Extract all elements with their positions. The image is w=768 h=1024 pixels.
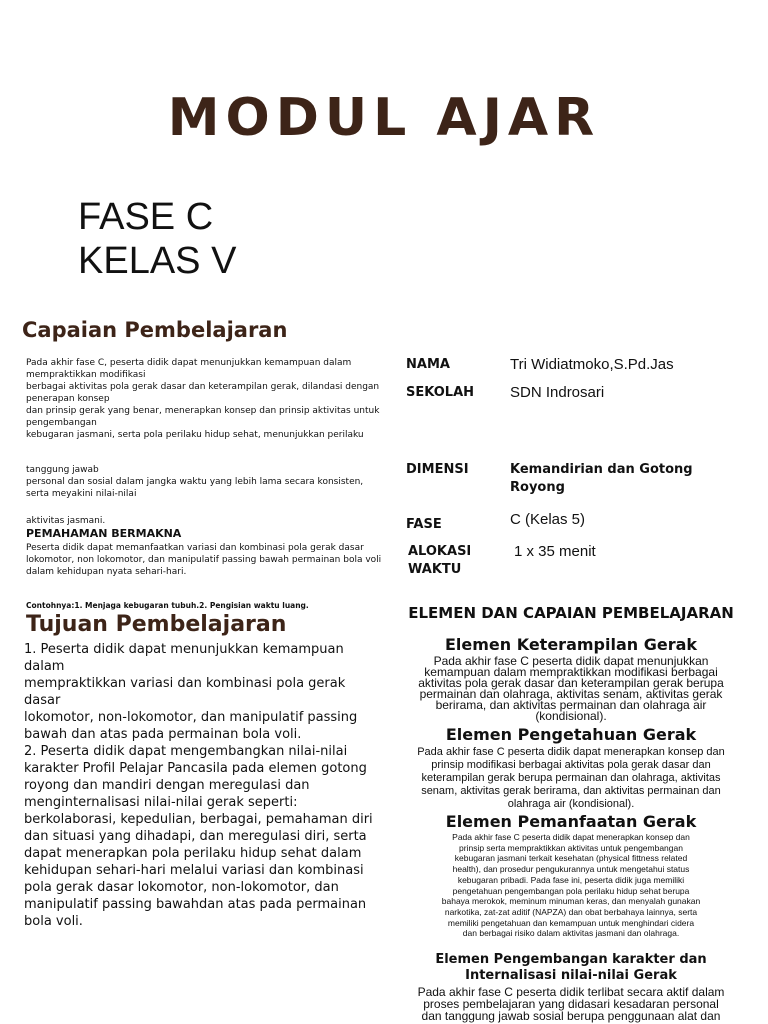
- capaian-line: pengembangan: [26, 418, 97, 428]
- capaian-line: penerapan konsep: [26, 394, 110, 404]
- pemanfaatan-line: bahaya merokok, meminum minuman keras, dan menyalah gunakan: [441, 896, 701, 907]
- pemahaman-line: Peserta didik dapat memanfaatkan variasi dan kombinasi pola gerak dasar: [26, 543, 364, 553]
- pemanfaatan-paragraph: [392, 832, 750, 939]
- capaian-line: dan prinsip gerak yang benar, menerapkan konsep dan prinsip aktivitas untuk: [26, 406, 380, 416]
- pemanfaatan-line: kebugaran pribadi. Pada fase ini, peserta didik juga memiliki: [457, 874, 685, 885]
- tujuan-heading: Tujuan Pembelajaran: [26, 612, 287, 637]
- keterampilan-line: kemampuan dalam mempraktikkan modifikasi berbagai: [424, 665, 718, 679]
- sekolah-label: SEKOLAH: [406, 385, 475, 400]
- pemanfaatan-line: memiliki pengetahuan dan kemampuan untuk menghindari cidera: [447, 917, 695, 928]
- pemanfaatan-line: pengetahuan pengembangan pola perilaku hidup sehat berupa: [452, 885, 690, 896]
- sekolah-value: SDN Indrosari: [510, 384, 605, 401]
- capaian-line: personal dan sosial dalam jangka waktu yang lebih lama secara konsisten,: [26, 477, 364, 487]
- capaian-line: berbagai aktivitas pola gerak dasar dan keterampilan gerak, dilandasi dengan: [26, 382, 380, 392]
- pemanfaatan-line: Pada akhir fase C peserta didik dapat menerapkan konsep dan: [452, 832, 690, 842]
- pemanfaatan-line: kebugaran jasmani terkait kesehatan (physical fittness related: [454, 853, 688, 864]
- tujuan-line: manipulatif passing bawahdan atas pada permainan: [24, 897, 367, 912]
- capaian-line: Pada akhir fase C, peserta didik dapat menunjukkan kemampuan dalam: [26, 358, 352, 368]
- kelas-line: KELAS V: [78, 240, 237, 282]
- tujuan-line: mempraktikkan variasi dan kombinasi pola gerak dasar: [24, 676, 346, 708]
- pengetahuan-line: olahraga air (kondisional).: [507, 798, 635, 810]
- capaian-line: kebugaran jasmani, serta pola perilaku hidup sehat, menunjukkan perilaku: [26, 430, 364, 440]
- dimensi-label: DIMENSI: [406, 462, 469, 477]
- dimensi-value-line: Royong: [510, 480, 565, 495]
- pemahaman-paragraph: [26, 542, 386, 578]
- tujuan-line: berkolaborasi, kepedulian, berbagai, pemahaman diri: [24, 812, 373, 827]
- dimensi-value-line: Kemandirian dan Gotong: [510, 462, 693, 477]
- capaian-line: serta meyakini nilai-nilai: [26, 489, 137, 499]
- pengetahuan-heading: Elemen Pengetahuan Gerak: [445, 725, 697, 744]
- pemanfaatan-heading: Elemen Pemanfaatan Gerak: [445, 812, 697, 831]
- karakter-paragraph: [392, 986, 750, 1022]
- capaian-paragraph-1: [26, 357, 386, 441]
- alokasi-label-line: ALOKASI: [408, 544, 472, 559]
- karakter-line: proses pembelajaran yang didasari kesadaran personal: [423, 997, 719, 1011]
- tujuan-line: dan situasi yang dihadapi, dan meregulasi diri, serta: [24, 829, 367, 844]
- pemahaman-heading: PEMAHAMAN BERMAKNA: [26, 527, 182, 540]
- alokasi-value: 1 x 35 menit: [514, 543, 596, 560]
- pemanfaatan-line: narkotika, zat-zat aditif (NAPZA) dan obat berbahaya lainnya, serta: [444, 906, 698, 917]
- fase-line: FASE C: [78, 196, 214, 238]
- capaian-line-3: aktivitas jasmani.: [26, 516, 106, 526]
- tujuan-line: karakter Profil Pelajar Pancasila pada elemen gotong: [24, 761, 367, 776]
- keterampilan-line: permainan dan olahraga, aktivitas senam, aktivitas gerak: [419, 687, 723, 701]
- tujuan-line: lokomotor, non-lokomotor, dan manipulatif passing: [24, 710, 358, 725]
- nama-label: NAMA: [406, 357, 450, 372]
- tujuan-body: [24, 641, 384, 930]
- pemanfaatan-line: prinsip serta mempraktikkan aktivitas untuk pengembangan: [459, 842, 683, 853]
- tujuan-line: bawah dan atas pada permainan bola voli.: [24, 727, 302, 742]
- elemen-heading: ELEMEN DAN CAPAIAN PEMBELAJARAN: [408, 604, 734, 622]
- pemanfaatan-line: dan berbagai risiko dalam aktivitas jasmani dan olahraga.: [462, 928, 680, 939]
- tujuan-line: bola voli.: [24, 914, 83, 929]
- capaian-heading: Capaian Pembelajaran: [22, 318, 288, 342]
- document-title: MODUL AJAR: [167, 88, 601, 148]
- tujuan-line: pola gerak dasar lokomotor, non-lokomotor, dan: [24, 880, 339, 895]
- pengetahuan-line: senam, aktivitas gerak berirama, dan aktivitas permainan dan: [421, 785, 721, 797]
- pengetahuan-paragraph: [392, 746, 750, 811]
- fase-label: FASE: [406, 517, 442, 532]
- keterampilan-line: berirama, dan aktivitas permainan dan olahraga air: [435, 698, 707, 712]
- keterampilan-line: aktivitas pola gerak dasar dan keterampilan gerak berupa: [418, 676, 724, 690]
- karakter-line: dan tanggung jawab sosial berupa penggunaan alat dan: [421, 1009, 721, 1023]
- karakter-heading-line: Elemen Pengembangan karakter dan: [435, 952, 707, 967]
- dimensi-value: [510, 461, 693, 497]
- karakter-heading-line: Internalisasi nilai-nilai Gerak: [465, 968, 677, 983]
- tujuan-line: menginternalisasi nilai-nilai gerak seperti:: [24, 795, 298, 810]
- pemahaman-line: dalam kehidupan nyata sehari-hari.: [26, 567, 187, 577]
- pemahaman-line: lokomotor, non lokomotor, dan manipulatif passing bawah permainan bola voli: [26, 555, 382, 565]
- pengetahuan-line: Pada akhir fase C peserta didik dapat menerapkan konsep dan: [417, 746, 725, 758]
- fase-kelas-block: [78, 195, 236, 283]
- fase-value: C (Kelas 5): [510, 511, 586, 528]
- nama-value: Tri Widiatmoko,S.Pd.Jas: [510, 356, 674, 373]
- pengetahuan-line: keterampilan gerak berupa permainan dan olahraga, aktivitas: [421, 772, 721, 784]
- tujuan-line: 2. Peserta didik dapat mengembangkan nilai-nilai: [24, 744, 348, 759]
- keterampilan-line: (kondisional).: [535, 709, 607, 723]
- karakter-heading: [392, 952, 750, 984]
- tujuan-line: 1. Peserta didik dapat menunjukkan kemampuan dalam: [24, 642, 344, 674]
- capaian-line: mempraktikkan modifikasi: [26, 370, 146, 380]
- contoh-line: Contohnya:1. Menjaga kebugaran tubuh.2. Pengisian waktu luang.: [26, 601, 309, 610]
- karakter-line: Pada akhir fase C peserta didik terlibat secara aktif dalam: [417, 985, 725, 999]
- alokasi-label: [408, 543, 471, 579]
- pemanfaatan-line: health), dan prosedur pengukurannya untuk mengetahui status: [452, 864, 690, 875]
- keterampilan-paragraph: [392, 656, 750, 722]
- pengetahuan-line: prinsip modifikasi berbagai aktivitas pola gerak dasar dan: [431, 759, 711, 771]
- capaian-paragraph-2: [26, 464, 386, 500]
- tujuan-line: kehidupan sehari-hari melalui variasi dan kombinasi: [24, 863, 364, 878]
- alokasi-label-line: WAKTU: [408, 562, 462, 577]
- tujuan-line: royong dan mandiri dengan meregulasi dan: [24, 778, 310, 793]
- capaian-line: tanggung jawab: [26, 465, 99, 475]
- keterampilan-line: Pada akhir fase C peserta didik dapat menunjukkan: [433, 654, 709, 668]
- tujuan-line: dapat menerapkan pola perilaku hidup sehat dalam: [24, 846, 362, 861]
- keterampilan-heading: Elemen Keterampilan Gerak: [444, 635, 698, 654]
